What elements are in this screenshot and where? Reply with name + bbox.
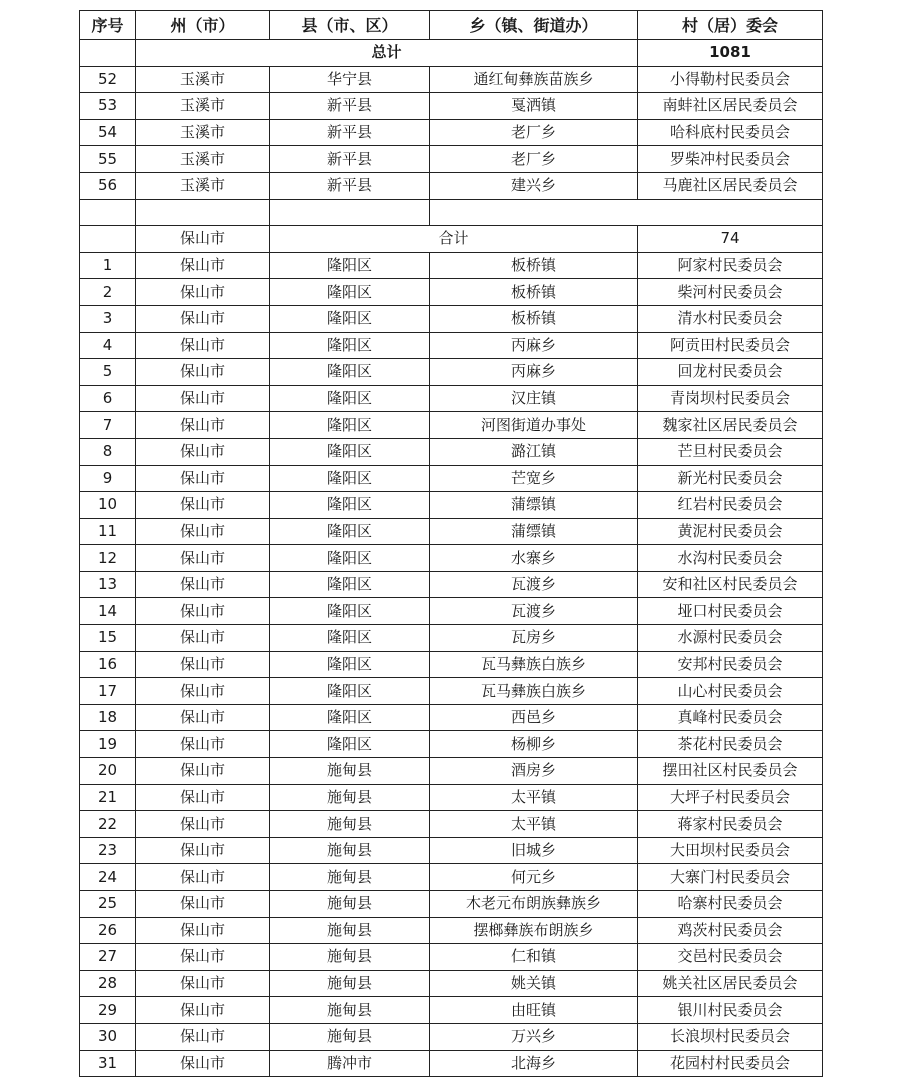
subtotal-zhou: 保山市 — [136, 226, 270, 253]
table-row — [80, 731, 823, 758]
cell-xiang: 何元乡 — [430, 864, 638, 891]
table-row — [80, 252, 823, 279]
cell-zhou: 玉溪市 — [136, 172, 270, 199]
cell-no: 12 — [80, 545, 136, 572]
cell-xiang: 老厂乡 — [430, 119, 638, 146]
cell-zhou: 玉溪市 — [136, 119, 270, 146]
table-row — [80, 518, 823, 545]
cell-zhou: 保山市 — [136, 492, 270, 519]
table-row — [80, 438, 823, 465]
cell-xian: 隆阳区 — [270, 438, 430, 465]
cell-cun: 南蚌社区居民委员会 — [638, 93, 823, 120]
cell-no: 16 — [80, 651, 136, 678]
cell-zhou: 保山市 — [136, 784, 270, 811]
cell-xian: 施甸县 — [270, 758, 430, 785]
cell-xian: 施甸县 — [270, 891, 430, 918]
table-row — [80, 93, 823, 120]
cell-cun: 长浪坝村民委员会 — [638, 1023, 823, 1050]
total-label: 总计 — [136, 40, 638, 67]
table-row — [80, 1050, 823, 1077]
cell-zhou: 玉溪市 — [136, 146, 270, 173]
table-row — [80, 784, 823, 811]
cell-xiang: 建兴乡 — [430, 172, 638, 199]
cell-cun: 垭口村民委员会 — [638, 598, 823, 625]
cell-zhou: 保山市 — [136, 678, 270, 705]
cell-xian: 隆阳区 — [270, 279, 430, 306]
cell-zhou: 保山市 — [136, 944, 270, 971]
cell-cun: 安邦村民委员会 — [638, 651, 823, 678]
cell-xian: 施甸县 — [270, 944, 430, 971]
cell-cun: 蒋家村民委员会 — [638, 811, 823, 838]
cell-xiang: 汉庄镇 — [430, 385, 638, 412]
cell-cun: 水沟村民委员会 — [638, 545, 823, 572]
cell-no: 3 — [80, 305, 136, 332]
cell-cun: 哈寨村民委员会 — [638, 891, 823, 918]
cell-zhou: 保山市 — [136, 598, 270, 625]
cell-zhou: 保山市 — [136, 917, 270, 944]
table-row — [80, 651, 823, 678]
header-row — [80, 11, 823, 40]
cell-zhou: 保山市 — [136, 305, 270, 332]
blank-cell — [80, 199, 136, 226]
cell-cun: 阿家村民委员会 — [638, 252, 823, 279]
cell-xian: 隆阳区 — [270, 598, 430, 625]
cell-xian: 隆阳区 — [270, 518, 430, 545]
cell-cun: 真峰村民委员会 — [638, 704, 823, 731]
cell-cun: 交邑村民委员会 — [638, 944, 823, 971]
cell-xian: 隆阳区 — [270, 731, 430, 758]
cell-no: 25 — [80, 891, 136, 918]
table-row — [80, 545, 823, 572]
cell-no: 11 — [80, 518, 136, 545]
cell-xiang: 太平镇 — [430, 784, 638, 811]
cell-xian: 隆阳区 — [270, 359, 430, 386]
cell-zhou: 保山市 — [136, 252, 270, 279]
cell-zhou: 保山市 — [136, 758, 270, 785]
table-row — [80, 385, 823, 412]
cell-no: 55 — [80, 146, 136, 173]
cell-xian: 隆阳区 — [270, 332, 430, 359]
table-row — [80, 625, 823, 652]
cell-xian: 新平县 — [270, 146, 430, 173]
cell-xian: 隆阳区 — [270, 465, 430, 492]
cell-cun: 山心村民委员会 — [638, 678, 823, 705]
cell-no: 19 — [80, 731, 136, 758]
cell-no: 30 — [80, 1023, 136, 1050]
subtotal-no-cell — [80, 226, 136, 253]
cell-xiang: 瓦马彝族白族乡 — [430, 651, 638, 678]
cell-no: 5 — [80, 359, 136, 386]
cell-xiang: 板桥镇 — [430, 252, 638, 279]
cell-no: 24 — [80, 864, 136, 891]
cell-xian: 新平县 — [270, 172, 430, 199]
cell-xiang: 戛洒镇 — [430, 93, 638, 120]
cell-cun: 黄泥村民委员会 — [638, 518, 823, 545]
cell-xiang: 芒宽乡 — [430, 465, 638, 492]
cell-cun: 茶花村民委员会 — [638, 731, 823, 758]
table-row — [80, 970, 823, 997]
table-row — [80, 571, 823, 598]
cell-zhou: 保山市 — [136, 465, 270, 492]
cell-cun: 摆田社区村民委员会 — [638, 758, 823, 785]
cell-zhou: 保山市 — [136, 385, 270, 412]
table-row — [80, 811, 823, 838]
cell-xiang: 水寨乡 — [430, 545, 638, 572]
cell-xian: 施甸县 — [270, 1023, 430, 1050]
cell-xian: 隆阳区 — [270, 625, 430, 652]
cell-cun: 大田坝村民委员会 — [638, 837, 823, 864]
table-row — [80, 891, 823, 918]
table-row — [80, 66, 823, 93]
cell-zhou: 保山市 — [136, 811, 270, 838]
cell-xiang: 板桥镇 — [430, 305, 638, 332]
cell-cun: 回龙村民委员会 — [638, 359, 823, 386]
header-no: 序号 — [80, 11, 136, 40]
cell-xian: 隆阳区 — [270, 252, 430, 279]
cell-zhou: 保山市 — [136, 545, 270, 572]
cell-zhou: 保山市 — [136, 970, 270, 997]
cell-no: 4 — [80, 332, 136, 359]
table-row — [80, 119, 823, 146]
cell-xian: 新平县 — [270, 119, 430, 146]
table-row — [80, 465, 823, 492]
cell-zhou: 保山市 — [136, 704, 270, 731]
village-committee-table — [79, 10, 823, 1077]
cell-xiang: 河图街道办事处 — [430, 412, 638, 439]
cell-xiang: 瓦马彝族白族乡 — [430, 678, 638, 705]
cell-zhou: 保山市 — [136, 332, 270, 359]
cell-no: 28 — [80, 970, 136, 997]
cell-xiang: 瓦渡乡 — [430, 598, 638, 625]
cell-xiang: 蒲缥镇 — [430, 492, 638, 519]
cell-xian: 隆阳区 — [270, 545, 430, 572]
header-zhou: 州（市） — [136, 11, 270, 40]
cell-no: 2 — [80, 279, 136, 306]
blank-row — [80, 199, 823, 226]
total-value: 1081 — [638, 40, 823, 67]
cell-xiang: 仁和镇 — [430, 944, 638, 971]
blank-cell — [136, 199, 270, 226]
cell-cun: 芒旦村民委员会 — [638, 438, 823, 465]
cell-no: 15 — [80, 625, 136, 652]
cell-xiang: 杨柳乡 — [430, 731, 638, 758]
cell-cun: 小得勒村民委员会 — [638, 66, 823, 93]
cell-no: 22 — [80, 811, 136, 838]
table-row — [80, 146, 823, 173]
cell-zhou: 保山市 — [136, 1023, 270, 1050]
subtotal-row — [80, 226, 823, 253]
table-row — [80, 279, 823, 306]
cell-xian: 华宁县 — [270, 66, 430, 93]
cell-no: 31 — [80, 1050, 136, 1077]
cell-zhou: 保山市 — [136, 837, 270, 864]
cell-cun: 罗柴冲村民委员会 — [638, 146, 823, 173]
cell-no: 9 — [80, 465, 136, 492]
table-row — [80, 1023, 823, 1050]
cell-xian: 施甸县 — [270, 917, 430, 944]
table-row — [80, 917, 823, 944]
cell-no: 26 — [80, 917, 136, 944]
cell-zhou: 保山市 — [136, 359, 270, 386]
cell-xiang: 太平镇 — [430, 811, 638, 838]
cell-xiang: 旧城乡 — [430, 837, 638, 864]
cell-xiang: 北海乡 — [430, 1050, 638, 1077]
cell-xiang: 板桥镇 — [430, 279, 638, 306]
table-row — [80, 944, 823, 971]
cell-zhou: 保山市 — [136, 279, 270, 306]
cell-no: 29 — [80, 997, 136, 1024]
cell-xian: 新平县 — [270, 93, 430, 120]
cell-cun: 水源村民委员会 — [638, 625, 823, 652]
table-row — [80, 332, 823, 359]
cell-no: 53 — [80, 93, 136, 120]
table-row — [80, 678, 823, 705]
cell-xian: 施甸县 — [270, 970, 430, 997]
cell-xian: 施甸县 — [270, 784, 430, 811]
table-row — [80, 305, 823, 332]
total-row — [80, 40, 823, 67]
cell-cun: 阿贡田村民委员会 — [638, 332, 823, 359]
blank-cell — [270, 199, 430, 226]
cell-no: 1 — [80, 252, 136, 279]
cell-xiang: 万兴乡 — [430, 1023, 638, 1050]
cell-no: 23 — [80, 837, 136, 864]
cell-xiang: 姚关镇 — [430, 970, 638, 997]
subtotal-value: 74 — [638, 226, 823, 253]
total-no-cell — [80, 40, 136, 67]
header-xian: 县（市、区） — [270, 11, 430, 40]
cell-xiang: 木老元布朗族彝族乡 — [430, 891, 638, 918]
blank-cell — [430, 199, 823, 226]
table-row — [80, 704, 823, 731]
cell-no: 20 — [80, 758, 136, 785]
cell-zhou: 保山市 — [136, 864, 270, 891]
cell-xian: 隆阳区 — [270, 412, 430, 439]
cell-xiang: 丙麻乡 — [430, 332, 638, 359]
cell-cun: 哈科底村民委员会 — [638, 119, 823, 146]
cell-xiang: 摆榔彝族布朗族乡 — [430, 917, 638, 944]
cell-no: 21 — [80, 784, 136, 811]
subtotal-label: 合计 — [270, 226, 638, 253]
cell-cun: 鸡茨村民委员会 — [638, 917, 823, 944]
table-row — [80, 412, 823, 439]
cell-xian: 隆阳区 — [270, 651, 430, 678]
cell-xiang: 瓦房乡 — [430, 625, 638, 652]
cell-cun: 姚关社区居民委员会 — [638, 970, 823, 997]
cell-cun: 柴河村民委员会 — [638, 279, 823, 306]
cell-xiang: 由旺镇 — [430, 997, 638, 1024]
cell-zhou: 保山市 — [136, 571, 270, 598]
header-cun: 村（居）委会 — [638, 11, 823, 40]
cell-zhou: 保山市 — [136, 438, 270, 465]
cell-cun: 新光村民委员会 — [638, 465, 823, 492]
table-row — [80, 492, 823, 519]
cell-xian: 隆阳区 — [270, 492, 430, 519]
table-row — [80, 864, 823, 891]
cell-xian: 施甸县 — [270, 997, 430, 1024]
cell-xiang: 西邑乡 — [430, 704, 638, 731]
cell-no: 17 — [80, 678, 136, 705]
cell-zhou: 保山市 — [136, 518, 270, 545]
cell-zhou: 保山市 — [136, 731, 270, 758]
table-row — [80, 359, 823, 386]
cell-xiang: 潞江镇 — [430, 438, 638, 465]
cell-xiang: 丙麻乡 — [430, 359, 638, 386]
cell-zhou: 保山市 — [136, 891, 270, 918]
cell-xian: 隆阳区 — [270, 571, 430, 598]
cell-cun: 红岩村民委员会 — [638, 492, 823, 519]
cell-no: 6 — [80, 385, 136, 412]
table-row — [80, 758, 823, 785]
cell-xian: 腾冲市 — [270, 1050, 430, 1077]
cell-xian: 隆阳区 — [270, 678, 430, 705]
cell-cun: 安和社区村民委员会 — [638, 571, 823, 598]
cell-xiang: 老厂乡 — [430, 146, 638, 173]
cell-cun: 魏家社区居民委员会 — [638, 412, 823, 439]
cell-cun: 银川村民委员会 — [638, 997, 823, 1024]
cell-no: 8 — [80, 438, 136, 465]
cell-cun: 清水村民委员会 — [638, 305, 823, 332]
cell-xian: 隆阳区 — [270, 385, 430, 412]
cell-no: 14 — [80, 598, 136, 625]
cell-zhou: 保山市 — [136, 651, 270, 678]
cell-xiang: 蒲缥镇 — [430, 518, 638, 545]
cell-no: 18 — [80, 704, 136, 731]
cell-no: 56 — [80, 172, 136, 199]
cell-zhou: 玉溪市 — [136, 66, 270, 93]
cell-cun: 大寨门村民委员会 — [638, 864, 823, 891]
cell-no: 10 — [80, 492, 136, 519]
table-row — [80, 837, 823, 864]
cell-no: 27 — [80, 944, 136, 971]
cell-xiang: 通红甸彝族苗族乡 — [430, 66, 638, 93]
cell-xian: 施甸县 — [270, 837, 430, 864]
cell-no: 54 — [80, 119, 136, 146]
cell-xian: 隆阳区 — [270, 704, 430, 731]
cell-xiang: 酒房乡 — [430, 758, 638, 785]
table-row — [80, 172, 823, 199]
cell-zhou: 保山市 — [136, 412, 270, 439]
cell-no: 52 — [80, 66, 136, 93]
table-row — [80, 997, 823, 1024]
cell-cun: 马鹿社区居民委员会 — [638, 172, 823, 199]
cell-zhou: 保山市 — [136, 625, 270, 652]
cell-cun: 大坪子村民委员会 — [638, 784, 823, 811]
cell-zhou: 保山市 — [136, 997, 270, 1024]
cell-xiang: 瓦渡乡 — [430, 571, 638, 598]
header-xiang: 乡（镇、街道办） — [430, 11, 638, 40]
cell-no: 13 — [80, 571, 136, 598]
cell-no: 7 — [80, 412, 136, 439]
cell-zhou: 玉溪市 — [136, 93, 270, 120]
cell-zhou: 保山市 — [136, 1050, 270, 1077]
cell-cun: 花园村村民委员会 — [638, 1050, 823, 1077]
cell-xian: 施甸县 — [270, 811, 430, 838]
cell-xian: 施甸县 — [270, 864, 430, 891]
table-row — [80, 598, 823, 625]
cell-cun: 青岗坝村民委员会 — [638, 385, 823, 412]
cell-xian: 隆阳区 — [270, 305, 430, 332]
